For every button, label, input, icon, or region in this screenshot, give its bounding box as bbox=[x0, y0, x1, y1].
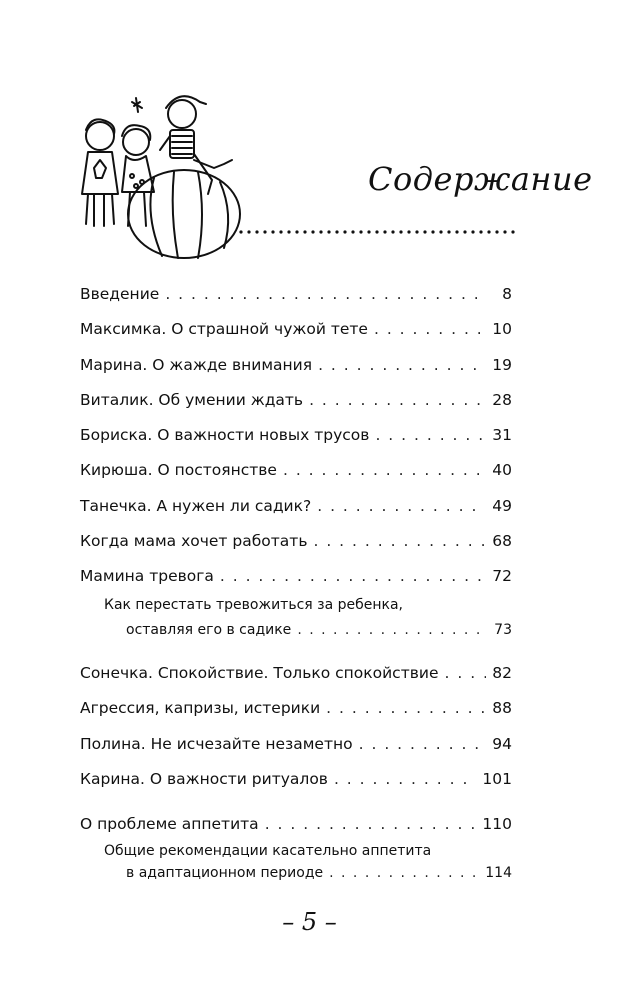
toc-entry[interactable] bbox=[80, 355, 512, 375]
toc-entry-page: 49 bbox=[492, 497, 512, 515]
toc-entry-title: Полина. Не исчезайте незаметно bbox=[80, 735, 353, 753]
toc-entry[interactable] bbox=[80, 319, 512, 339]
toc-entry-title: Когда мама хочет работать bbox=[80, 532, 308, 550]
toc-entry[interactable] bbox=[80, 769, 512, 789]
toc-entry[interactable] bbox=[80, 566, 512, 586]
toc-entry-page: 68 bbox=[492, 532, 512, 550]
toc-subentry-title-line1: Как перестать тревожиться за ребенка, bbox=[104, 597, 403, 613]
toc-entry[interactable] bbox=[80, 425, 512, 445]
toc-leader-dots bbox=[165, 284, 486, 304]
toc-entry-title: Марина. О жажде внимания bbox=[80, 356, 313, 374]
toc-entry[interactable] bbox=[80, 460, 512, 480]
toc-leader-dots bbox=[297, 621, 486, 640]
toc-entry-page: 88 bbox=[492, 699, 512, 717]
toc-entry-title: Введение bbox=[80, 285, 160, 303]
toc-leader-dots bbox=[329, 864, 479, 883]
toc-entry-page: 82 bbox=[492, 664, 512, 682]
toc-entry[interactable] bbox=[80, 284, 512, 304]
toc-entry-title: Сонечка. Спокойствие. Только спокойствие bbox=[80, 664, 439, 682]
toc-entry-page: 101 bbox=[482, 770, 512, 788]
toc-subentry[interactable] bbox=[104, 596, 512, 640]
toc-entry-title: Танечка. А нужен ли садик? bbox=[80, 497, 312, 515]
toc-entry-page: 110 bbox=[482, 815, 512, 833]
toc-entry[interactable] bbox=[80, 663, 512, 683]
contents-heading: Содержание bbox=[368, 160, 593, 198]
toc-leader-dots bbox=[309, 390, 486, 410]
toc-entry-page: 28 bbox=[492, 391, 512, 409]
toc-entry-page: 72 bbox=[492, 567, 512, 585]
toc-entry-page: 10 bbox=[492, 320, 512, 338]
toc-subentry-title-line2: оставляя его в садике bbox=[126, 622, 292, 638]
toc-entry-page: 94 bbox=[492, 735, 512, 753]
toc-leader-dots bbox=[375, 425, 486, 445]
toc-entry-title: Агрессия, капризы, истерики bbox=[80, 699, 321, 717]
toc-leader-dots bbox=[220, 566, 486, 586]
toc-entry[interactable] bbox=[80, 496, 512, 516]
toc-subentry-title-line2: в адаптационном периоде bbox=[126, 865, 324, 881]
toc-entry[interactable] bbox=[80, 698, 512, 718]
toc-entry-page: 40 bbox=[492, 461, 512, 479]
toc-subentry[interactable] bbox=[104, 842, 512, 883]
page-number: – 5 – bbox=[282, 908, 337, 936]
toc-leader-dots bbox=[444, 663, 486, 683]
toc-entry-title: Мамина тревога bbox=[80, 567, 214, 585]
toc-leader-dots bbox=[317, 496, 486, 516]
children-with-ball-illustration bbox=[74, 84, 254, 260]
toc-entry-title: Максимка. О страшной чужой тете bbox=[80, 320, 368, 338]
toc-entry[interactable] bbox=[80, 531, 512, 551]
toc-leader-dots bbox=[313, 531, 486, 551]
toc-entry-page: 73 bbox=[494, 622, 512, 638]
toc-entry-page: 19 bbox=[492, 356, 512, 374]
toc-entry-page: 31 bbox=[492, 426, 512, 444]
toc-leader-dots bbox=[283, 460, 486, 480]
toc-leader-dots bbox=[265, 814, 477, 834]
toc-entry-page: 114 bbox=[485, 865, 512, 881]
toc-entry[interactable] bbox=[80, 814, 512, 834]
toc-leader-dots bbox=[334, 769, 476, 789]
toc-leader-dots bbox=[359, 734, 486, 754]
toc-entry[interactable] bbox=[80, 390, 512, 410]
toc-entry-page: 8 bbox=[502, 285, 512, 303]
toc-subentry-title-line1: Общие рекомендации касательно аппетита bbox=[104, 843, 432, 859]
toc-leader-dots bbox=[318, 355, 486, 375]
toc-leader-dots bbox=[326, 698, 486, 718]
toc-entry[interactable] bbox=[80, 734, 512, 754]
heading-dotted-rule bbox=[238, 229, 520, 235]
toc-leader-dots bbox=[374, 319, 486, 339]
toc-entry-title: О проблеме аппетита bbox=[80, 815, 259, 833]
toc-entry-title: Кирюша. О постоянстве bbox=[80, 461, 277, 479]
toc-entry-title: Виталик. Об умении ждать bbox=[80, 391, 304, 409]
toc-entry-title: Карина. О важности ритуалов bbox=[80, 770, 328, 788]
toc-entry-title: Бориска. О важности новых трусов bbox=[80, 426, 370, 444]
